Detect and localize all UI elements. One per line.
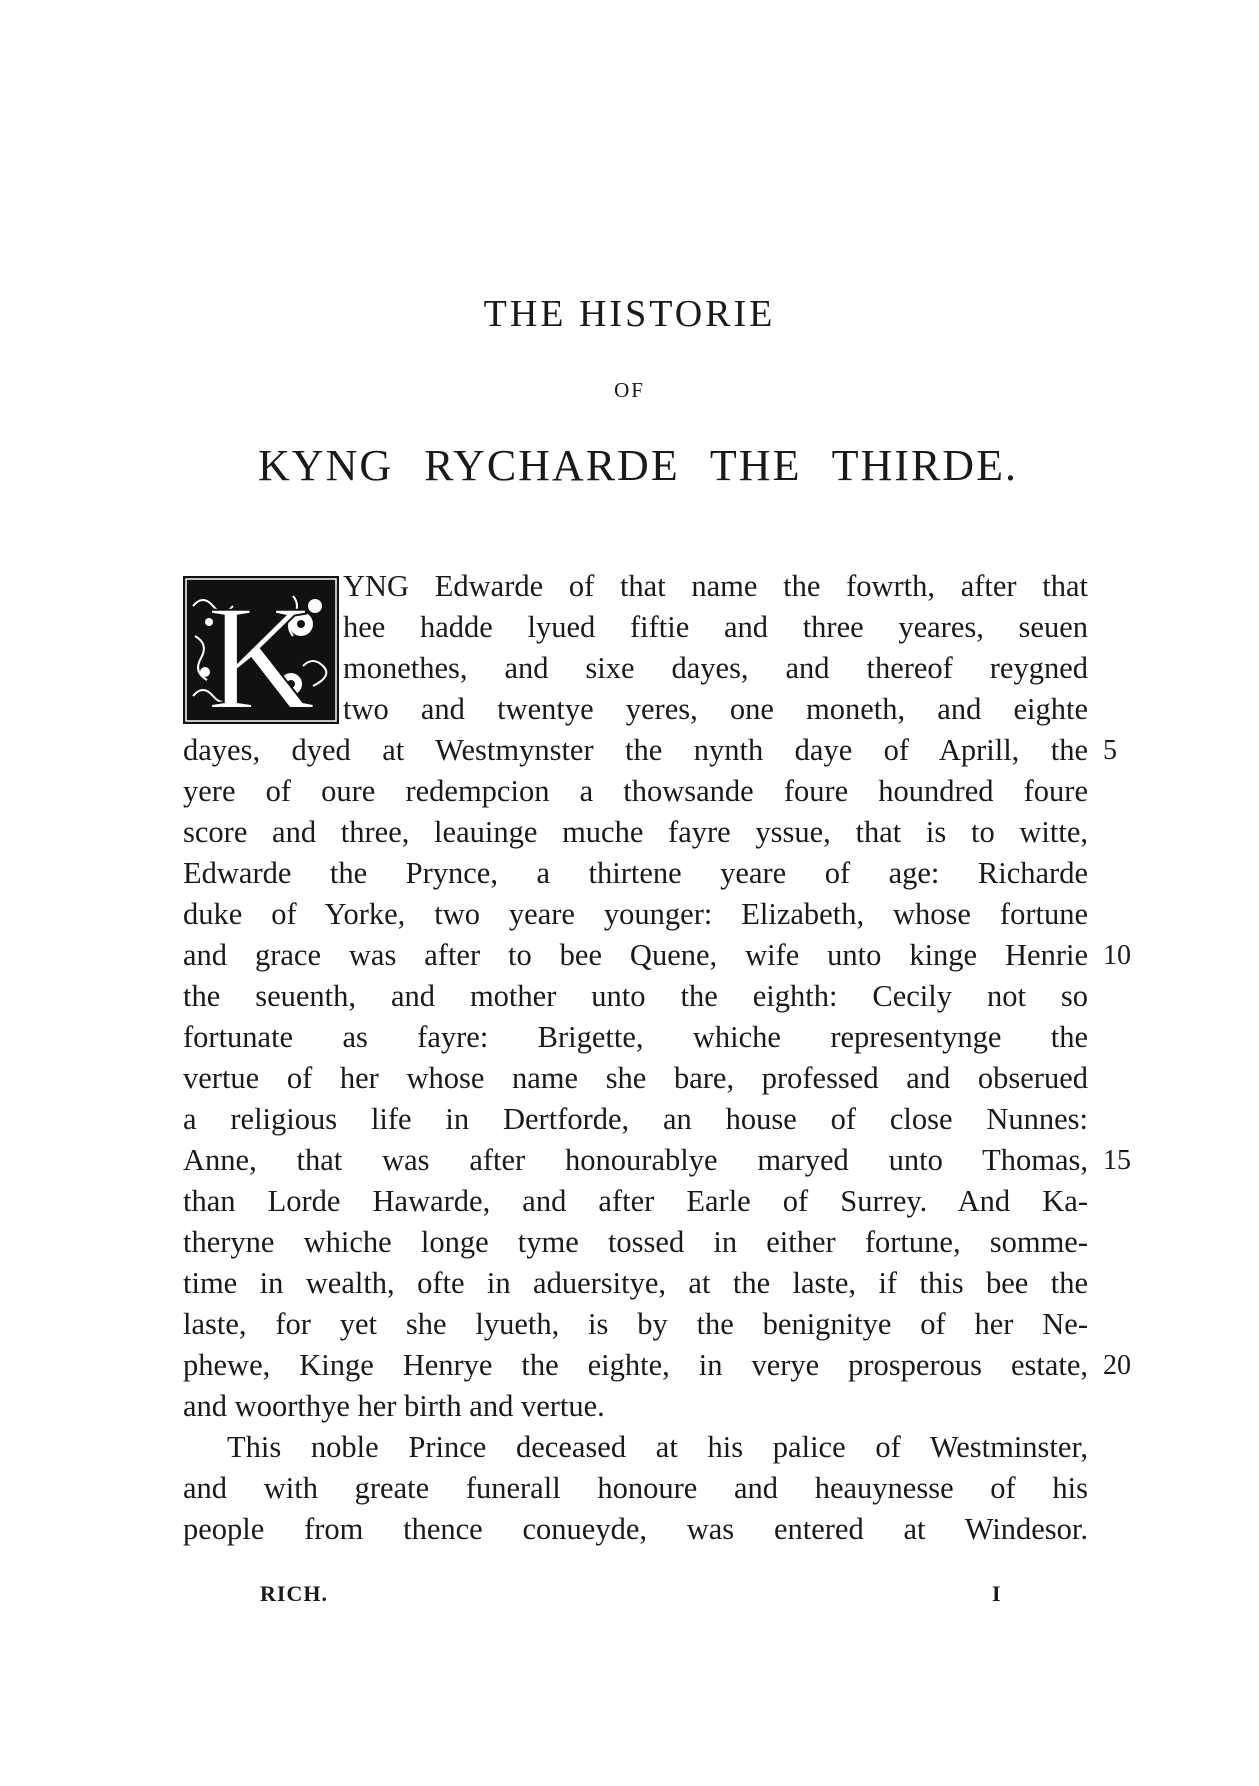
text-line: a religious life in Dertforde, an house of close Nunnes: bbox=[183, 1102, 1088, 1136]
text-line: Anne, that was after honourablye maryed unto Thomas, 15 bbox=[183, 1140, 1088, 1181]
page-subtitle: KYNG RYCHARDE THE THIRDE. bbox=[258, 441, 1018, 490]
text-line: and woorthye her birth and vertue. bbox=[183, 1389, 605, 1423]
text-line: score and three, leauinge muche fayre yssue, that is to witte, bbox=[183, 815, 1088, 849]
title-of: OF bbox=[614, 378, 645, 402]
text-line: monethes, and sixe dayes, and thereof reygned bbox=[343, 651, 1088, 685]
body-text bbox=[183, 566, 1131, 1550]
line-number: 20 bbox=[1103, 1350, 1131, 1381]
signature-mark: RICH. bbox=[260, 1581, 328, 1606]
text-line: two and twentye yeres, one moneth, and eighte bbox=[343, 692, 1088, 726]
text-line: vertue of her whose name she bare, professed and obserued bbox=[183, 1061, 1088, 1095]
text-line: phewe, Kinge Henrye the eighte, in verye prosperous estate, 20 bbox=[183, 1345, 1088, 1386]
text-line: hee hadde lyued fiftie and three yeares, seuen bbox=[343, 610, 1088, 644]
text-line: Edwarde the Prynce, a thirtene yeare of age: Richarde bbox=[183, 856, 1088, 890]
text-line: and grace was after to bee Quene, wife unto kinge Henrie 10 bbox=[183, 935, 1088, 976]
text-line: duke of Yorke, two yeare younger: Elizabeth, whose fortune bbox=[183, 897, 1088, 931]
text-line: laste, for yet she lyueth, is by the benignitye of her Ne- bbox=[183, 1307, 1088, 1341]
line-number: 10 bbox=[1103, 940, 1131, 971]
dropcap-letter: K bbox=[206, 576, 316, 724]
text-line: and with greate funerall honoure and heauynesse of his bbox=[183, 1471, 1088, 1505]
page-title: THE HISTORIE bbox=[483, 293, 776, 335]
text-line: dayes, dyed at Westmynster the nynth daye of Aprill, the 5 bbox=[183, 730, 1088, 771]
signature-number: I bbox=[992, 1581, 1001, 1606]
text-line: This noble Prince deceased at his palice of Westminster, bbox=[227, 1430, 1088, 1464]
line-number: 15 bbox=[1103, 1145, 1131, 1176]
text-line: fortunate as fayre: Brigette, whiche representynge the bbox=[183, 1020, 1088, 1054]
text-line: theryne whiche longe tyme tossed in either fortune, somme- bbox=[183, 1225, 1088, 1259]
line-number: 5 bbox=[1103, 735, 1117, 766]
text-line: YNG Edwarde of that name the fowrth, after that bbox=[343, 569, 1088, 603]
text-line: the seuenth, and mother unto the eighth: Cecily not so bbox=[183, 979, 1088, 1013]
text-line: people from thence conueyde, was entered at Windesor. bbox=[183, 1512, 1088, 1546]
text-line: time in wealth, ofte in aduersitye, at the laste, if this bee the bbox=[183, 1266, 1088, 1300]
text-line: yere of oure redempcion a thowsande foure houndred foure bbox=[183, 774, 1088, 808]
text-line: than Lorde Hawarde, and after Earle of Surrey. And Ka- bbox=[183, 1184, 1088, 1218]
